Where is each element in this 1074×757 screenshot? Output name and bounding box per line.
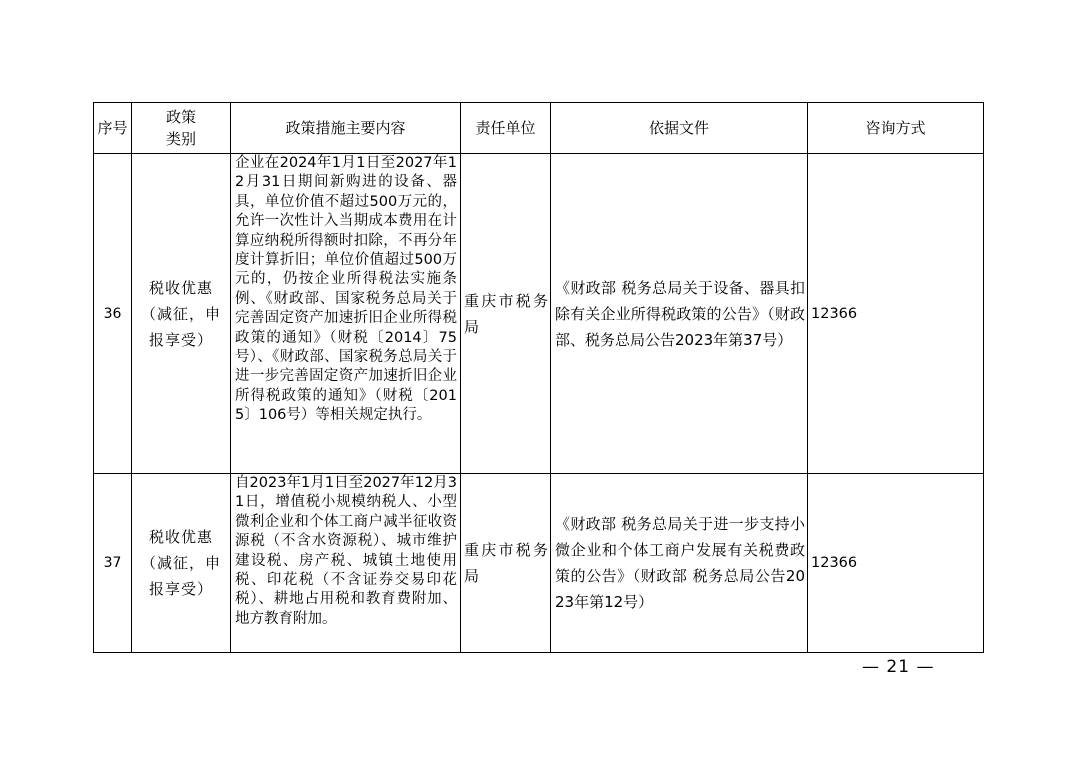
row-num: 37 [94,474,132,653]
row-type: 税收优惠（减征，申报享受） [132,154,231,474]
header-doc: 依据文件 [551,103,808,154]
header-type-line1: 政策 [165,108,196,126]
table-row [94,154,984,474]
row-type: 税收优惠（减征，申报享受） [132,474,231,653]
row-content: 企业在2024年1月1日至2027年12月31日期间新购进的设备、器具，单位价值不超过500万元的，允许一次性计入当期成本费用在计算应纳税所得额时扣除，不再分年度计算折旧；单位价值超过500万元的，仍按企业所得税法实施条例、《财政部、国家税务总局关于完善固定资产加速折旧企业所得税政策的通知》（财税〔2014〕75号）、《财政部、国家税务总局关于进一步完善固定资产加速折旧企业所得税政策的通知》（财税〔2015〕106号）等相关规定执行。 [231,154,461,474]
row-unit: 重庆市税务局 [461,474,551,653]
row-contact: 12366 [808,474,984,653]
header-row [94,103,984,154]
header-contact: 咨询方式 [808,103,984,154]
header-content: 政策措施主要内容 [231,103,461,154]
policy-table [93,102,984,653]
header-unit: 责任单位 [461,103,551,154]
row-unit: 重庆市税务局 [461,154,551,474]
page-number: — 21 — [862,657,935,677]
header-num: 序号 [94,103,132,154]
header-type [132,103,231,154]
row-doc: 《财政部 税务总局关于设备、器具扣除有关企业所得税政策的公告》（财政部、税务总局公告2023年第37号） [551,154,808,474]
row-content: 自2023年1月1日至2027年12月31日，增值税小规模纳税人、小型微利企业和个体工商户减半征收资源税（不含水资源税）、城市维护建设税、房产税、城镇土地使用税、印花税（不含证券交易印花税）、耕地占用税和教育费附加、地方教育附加。 [231,474,461,653]
table-row [94,474,984,653]
row-doc: 《财政部 税务总局关于进一步支持小微企业和个体工商户发展有关税费政策的公告》（财政部 税务总局公告2023年第12号） [551,474,808,653]
header-type-line2: 类别 [165,130,196,148]
row-num: 36 [94,154,132,474]
row-contact: 12366 [808,154,984,474]
